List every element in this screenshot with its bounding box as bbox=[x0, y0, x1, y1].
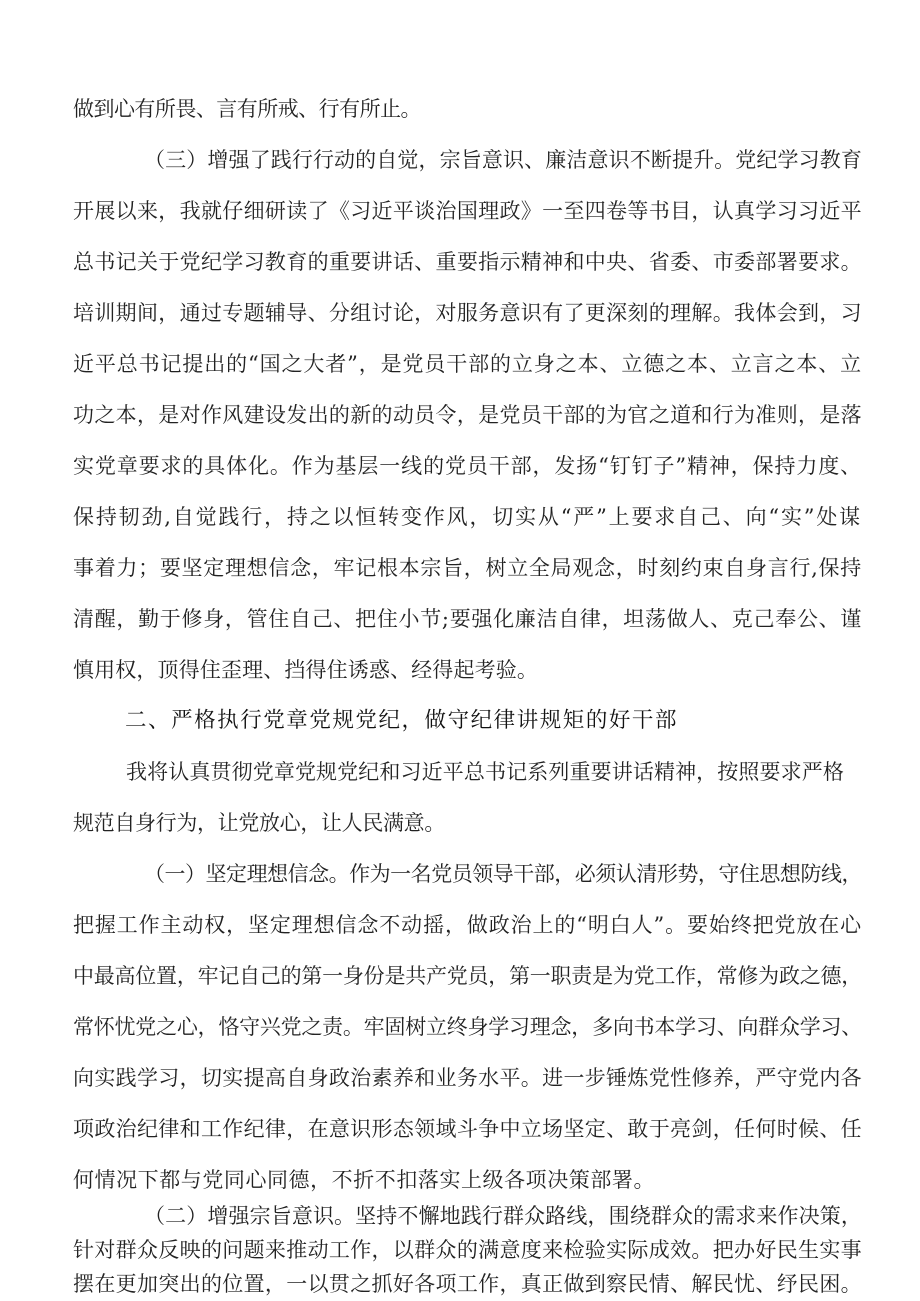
text-line: 针对群众反映的问题来推动工作，以群众的满意度来检验实际成效。把办好民生实事 bbox=[73, 1238, 862, 1262]
text-line: 向实践学习，切实提高自身政治素养和业务水平。进一步锤炼党性修养，严守党内各 bbox=[73, 1066, 862, 1090]
text-line: 总书记关于党纪学习教育的重要讲话、重要指示精神和中央、省委、市委部署要求。 bbox=[73, 250, 862, 274]
text-line: 把握工作主动权，坚定理想信念不动摇，做政治上的“明白人”。要始终把党放在心 bbox=[73, 913, 862, 937]
text-line: 摆在更加突出的位置，一以贯之抓好各项工作，真正做到察民情、解民忧、纾民困。 bbox=[73, 1272, 862, 1296]
text-line: 事着力；要坚定理想信念，牢记根本宗旨，树立全局观念，时刻约束自身言行,保持 bbox=[73, 556, 862, 580]
text-line: 规范自身行为，让党放心，让人民满意。 bbox=[73, 811, 446, 835]
text-line: 我将认真贯彻党章党规党纪和习近平总书记系列重要讲话精神，按照要求严格 bbox=[126, 760, 845, 784]
text-line: 中最高位置，牢记自己的第一身份是共产党员，第一职责是为党工作，常修为政之德， bbox=[73, 964, 862, 988]
text-line: （一）坚定理想信念。作为一名党员领导干部，必须认清形势，守住思想防线， bbox=[144, 862, 862, 886]
text-line: 何情况下都与党同心同德，不折不扣落实上级各项决策部署。 bbox=[73, 1168, 656, 1192]
text-line: 保持韧劲,自觉践行，持之以恒转变作风，切实从“严”上要求自己、向“实”处谋 bbox=[73, 505, 862, 529]
section-heading: 二、严格执行党章党规党纪，做守纪律讲规矩的好干部 bbox=[125, 708, 678, 733]
text-line: （二）增强宗旨意识。坚持不懈地践行群众路线，围绕群众的需求来作决策， bbox=[144, 1204, 863, 1228]
text-line: 实党章要求的具体化。作为基层一线的党员干部，发扬“钉钉子”精神，保持力度、 bbox=[73, 454, 862, 478]
text-line: 近平总书记提出的“国之大者”，是党员干部的立身之本、立德之本、立言之本、立 bbox=[73, 352, 862, 376]
text-line: 功之本，是对作风建设发出的新的动员令，是党员干部的为官之道和行为准则，是落 bbox=[73, 403, 862, 427]
text-line: 培训期间，通过专题辅导、分组讨论，对服务意识有了更深刻的理解。我体会到，习 bbox=[73, 301, 862, 325]
text-line: 开展以来，我就仔细研读了《习近平谈治国理政》一至四卷等书目，认真学习习近平 bbox=[73, 199, 862, 223]
text-line: 慎用权，顶得住歪理、挡得住诱惑、经得起考验。 bbox=[73, 658, 538, 682]
text-line: （三）增强了践行行动的自觉，宗旨意识、廉洁意识不断提升。党纪学习教育 bbox=[144, 148, 863, 172]
text-line: 常怀忧党之心，恪守兴党之责。牢固树立终身学习理念，多向书本学习、向群众学习、 bbox=[73, 1015, 862, 1039]
text-line: 项政治纪律和工作纪律，在意识形态领域斗争中立场坚定、敢于亮剑，任何时候、任 bbox=[73, 1117, 862, 1141]
text-line: 做到心有所畏、言有所戒、行有所止。 bbox=[73, 97, 422, 121]
text-line: 清醒，勤于修身，管住自己、把住小节;要强化廉洁自律，坦荡做人、克己奉公、谨 bbox=[73, 607, 863, 631]
